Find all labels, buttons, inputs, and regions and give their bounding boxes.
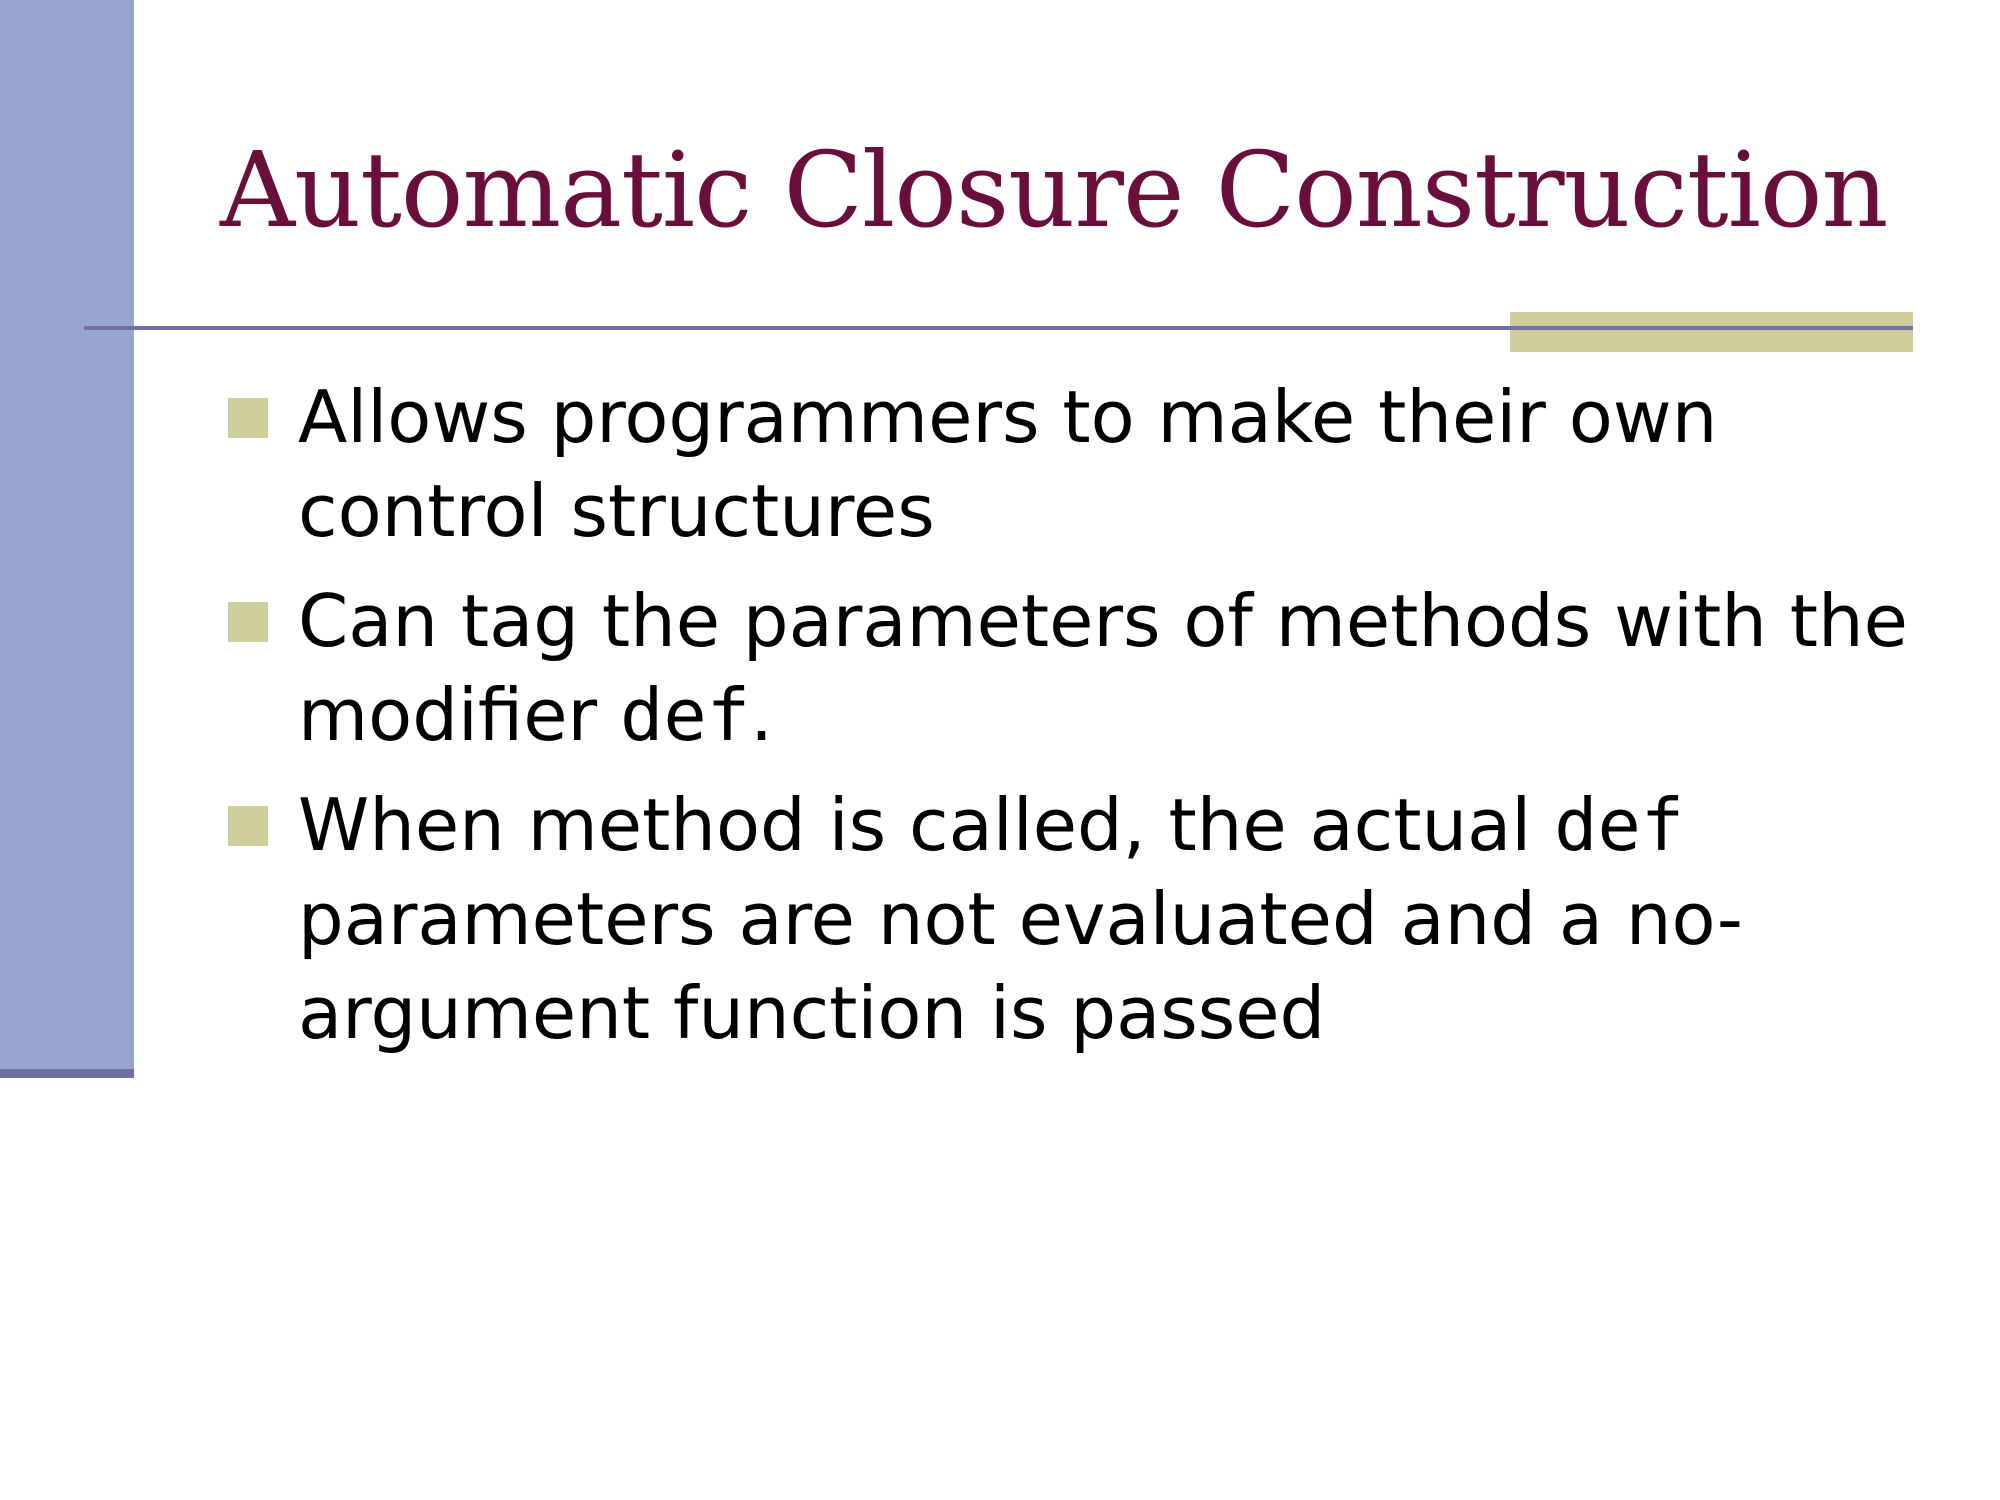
left-accent-bar-edge (0, 1069, 134, 1078)
bullet-item-2 (226, 574, 1926, 762)
bullet-item-3 (226, 778, 1926, 1060)
square-bullet-icon (228, 806, 268, 846)
left-accent-bar (0, 0, 134, 1069)
bullet-text-before: When method is called, the actual (298, 783, 1555, 867)
code-keyword: def (620, 673, 751, 757)
bullet-text-before: Can tag the parameters of methods with the modifier (298, 579, 1908, 757)
code-keyword: def (1554, 783, 1685, 867)
bullet-list (226, 370, 1926, 1076)
bullet-text (298, 778, 1926, 1060)
square-bullet-icon (228, 398, 268, 438)
slide-title: Automatic Closure Construction (220, 129, 1888, 251)
title-divider (84, 326, 1913, 330)
bullet-text (298, 574, 1926, 762)
bullet-item-1 (226, 370, 1926, 558)
bullet-text-after: . (750, 673, 773, 757)
bullet-text-after: parameters are not evaluated and a no-argument function is passed (298, 877, 1743, 1055)
square-bullet-icon (228, 602, 268, 642)
title-accent-block (1510, 312, 1913, 352)
bullet-text: Allows programmers to make their own control structures (298, 375, 1718, 553)
